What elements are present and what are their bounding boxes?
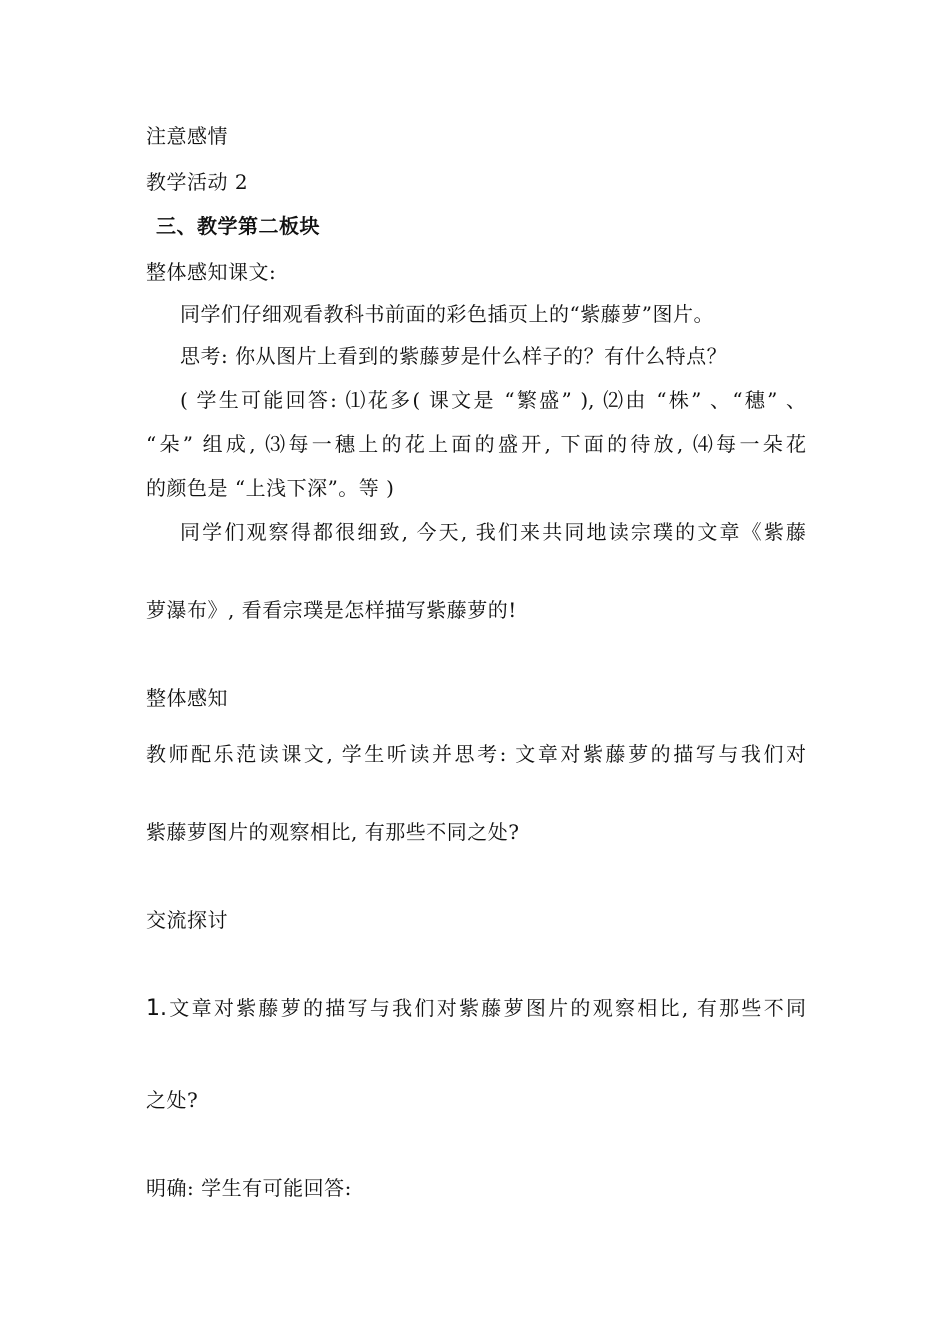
item-number: 1. bbox=[146, 996, 167, 1021]
numbered-item bbox=[146, 994, 806, 1023]
text-line: 萝瀑布》, 看看宗璞是怎样描写紫藤萝的! bbox=[146, 598, 517, 622]
text-line: 紫藤萝图片的观察相比, 有那些不同之处? bbox=[146, 820, 520, 844]
text-line: 同学们观察得都很细致, 今天, 我们来共同地读宗璞的文章《紫藤 bbox=[180, 520, 806, 544]
item-text: 文章对紫藤萝的描写与我们对紫藤萝图片的观察相比, 有那些不同 bbox=[167, 996, 806, 1020]
text-line: 教学活动 2 bbox=[146, 170, 249, 194]
text-line: 交流探讨 bbox=[146, 908, 228, 932]
text-line: 整体感知 bbox=[146, 686, 228, 710]
text-line: 整体感知课文: bbox=[146, 260, 277, 284]
text-line: ( 学生可能回答: ⑴花多( 课文是 “繁盛” ), ⑵由 “株” 、“穗” 、 bbox=[180, 388, 806, 412]
text-line: 教师配乐范读课文, 学生听读并思考: 文章对紫藤萝的描写与我们对 bbox=[146, 742, 806, 766]
text-line: “朵” 组成, ⑶每一穗上的花上面的盛开, 下面的待放, ⑷每一朵花 bbox=[146, 432, 806, 456]
text-line: 之处? bbox=[146, 1088, 199, 1112]
text-line: 同学们仔细观看教科书前面的彩色插页上的“紫藤萝”图片。 bbox=[180, 302, 714, 326]
text-line: 的颜色是 “上浅下深”。等 ) bbox=[146, 476, 395, 500]
text-line: 注意感情 bbox=[146, 124, 228, 148]
text-line: 明确: 学生有可能回答: bbox=[146, 1176, 352, 1200]
section-heading: 三、教学第二板块 bbox=[156, 214, 320, 238]
text-line: 思考: 你从图片上看到的紫藤萝是什么样子的？有什么特点？ bbox=[180, 344, 728, 368]
